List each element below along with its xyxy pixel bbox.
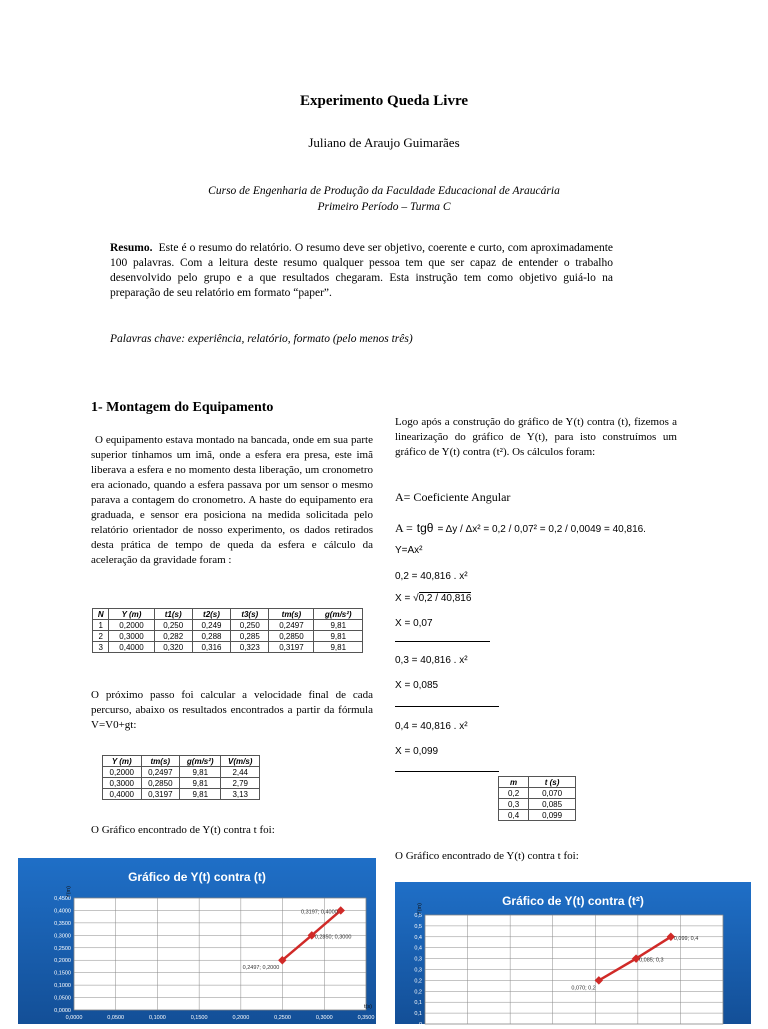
equation-a-tg: tgθ — [416, 521, 434, 535]
divider — [395, 706, 499, 707]
table1-header: Y (m) — [109, 609, 154, 620]
y-tick-label: 0,4 — [414, 934, 422, 941]
table2-header: Y (m) — [103, 756, 142, 767]
table2-cell: 0,2850 — [141, 778, 180, 789]
table3-row — [499, 799, 576, 810]
divider — [395, 641, 490, 642]
table2-header: g(m/s²) — [180, 756, 221, 767]
table1-cell: 0,3000 — [109, 631, 154, 642]
y-tick-label: 0,2 — [414, 978, 422, 985]
angular-coefficient-definition: A= Coeficiente Angular — [395, 490, 511, 504]
chart-y-vs-t-squared — [395, 882, 751, 1028]
y-tick-label: 0,0500 — [54, 995, 71, 1002]
x-tick-label: 0,3500 — [357, 1015, 375, 1021]
y-tick-label: 0,2 — [414, 989, 422, 996]
table1-cell: 0,288 — [192, 631, 230, 642]
table2-cell: 0,2497 — [141, 767, 180, 778]
table2-header: tm(s) — [141, 756, 180, 767]
table1-cell: 1 — [93, 620, 109, 631]
x-tick-label: 0,2500 — [274, 1015, 291, 1021]
table2-cell: 9,81 — [180, 789, 221, 800]
table2-cell: 3,13 — [221, 789, 260, 800]
chart-title: Gráfico de Y(t) contra (t) — [128, 870, 266, 884]
y-tick-label: 0,0000 — [54, 1008, 71, 1014]
table1-cell: 0,2850 — [269, 631, 314, 642]
table3-cell: 0,3 — [499, 799, 529, 810]
chart1-caption: O Gráfico encontrado de Y(t) contra t foi: — [91, 824, 275, 836]
data-label: 0,070; 0,2 — [571, 985, 596, 992]
table1-cell: 0,2000 — [109, 620, 154, 631]
section-heading: 1- Montagem do Equipamento — [91, 400, 274, 415]
table3-row — [499, 810, 576, 821]
velocity-table — [102, 755, 260, 800]
table3-cell: 0,070 — [529, 788, 576, 799]
y-tick-label: 0,1 — [414, 1011, 422, 1018]
table2-row — [103, 767, 260, 778]
right-paragraph: Logo após a construção do gráfico de Y(t) contra (t), fizemos a linearização do gráfico de Y(t), para isto construímos um gráfico de Y(t) contra (t²). Os cálculos foram: — [395, 416, 677, 458]
chart-y-vs-t-svg — [18, 858, 376, 1024]
paper-title: Experimento Queda Livre — [299, 93, 469, 109]
equation-a-rest: = Δy / Δx² = 0,2 / 0,07² = 0,2 / 0,0049 = 40,816. — [437, 524, 646, 535]
table3-cell: 0,4 — [499, 810, 529, 821]
table3-row — [499, 788, 576, 799]
table1-cell: 0,316 — [192, 642, 230, 653]
x-tick-label: 0,1000 — [149, 1015, 166, 1021]
table1-header: g(m/s²) — [314, 609, 363, 620]
y-tick-label: 0,1 — [414, 1000, 422, 1007]
x-tick-label: 0,1500 — [190, 1015, 208, 1021]
table1-cell: 0,282 — [154, 631, 192, 642]
equation-a-prefix: A = — [395, 521, 413, 535]
abstract-text: Este é o resumo do relatório. O resumo deve ser objetivo, coerente e curto, com aproximadamente 100 palavras. Com a leitura deste resumo qualquer pessoa tem que ser capaz de entender o trabalho desenvolvido pelo grupo e a que resultados chegaram. Esta instrução tem como objetivo guiá-lo na preparação de seu relatório em formato “paper”. — [110, 242, 613, 299]
y-tick-label: 0,4 — [414, 945, 422, 952]
y-tick-label: 0,5 — [414, 923, 422, 930]
table2-cell: 2,44 — [221, 767, 260, 778]
table2-row — [103, 778, 260, 789]
table1-cell: 2 — [93, 631, 109, 642]
equation-a — [395, 519, 646, 537]
table1-row — [93, 642, 363, 653]
y-tick-label: 0,2500 — [54, 945, 71, 952]
equation-4: 0,3 = 40,816 . x² — [395, 655, 468, 666]
table2-cell: 0,4000 — [103, 789, 142, 800]
section-paragraph-1: O equipamento estava montado na bancada, onde em sua parte superior tínhamos um imã, onde a esfera era presa, este imã liberava a esfera e no momento desta liberação, um cronometro era acionado, quando a esfera passava por um sensor o mesmo parava a contagem do cronometro. A haste do equipamento era graduada, e sensor era posiciona na medida solicitada pelo relatório orientador de nosso experimento, os dados retirados desta prática de tempo de queda da esfera e cálculo da aceleração da gravidade foram : — [91, 434, 373, 566]
chart-title: Gráfico de Y(t) contra (t²) — [502, 894, 644, 908]
y-tick-label: 0,5 — [414, 913, 422, 919]
x-tick-label: 0,3000 — [315, 1015, 333, 1021]
data-label: 0,2850; 0,3000 — [314, 934, 352, 941]
equation-model: Y=Ax² — [395, 545, 423, 556]
equation-1: 0,2 = 40,816 . x² — [395, 571, 468, 582]
table2-cell: 2,79 — [221, 778, 260, 789]
table1-row — [93, 631, 363, 642]
data-label: 0,085; 0,3 — [639, 957, 664, 964]
table1-row — [93, 620, 363, 631]
table1-header: tm(s) — [269, 609, 314, 620]
table1-cell: 0,250 — [154, 620, 192, 631]
y-tick-label: 0 — [418, 1022, 422, 1028]
y-tick-label: 0,3 — [414, 967, 422, 974]
table2-cell: 0,3197 — [141, 789, 180, 800]
author-name: Juliano de Araujo Guimarães — [308, 135, 460, 150]
table1-cell: 0,4000 — [109, 642, 154, 653]
y-axis-label: Y(m) — [417, 903, 423, 915]
table1-cell: 9,81 — [314, 631, 363, 642]
table1-header: t2(s) — [192, 609, 230, 620]
x-tick-label: 0,0500 — [107, 1015, 125, 1021]
table1-cell: 0,285 — [231, 631, 269, 642]
y-tick-label: 0,1500 — [54, 970, 71, 977]
equation-5: X = 0,085 — [395, 680, 439, 691]
table3-header: t (s) — [529, 777, 576, 788]
table2-cell: 9,81 — [180, 767, 221, 778]
table1-header: t3(s) — [231, 609, 269, 620]
table1-header: N — [93, 609, 109, 620]
affiliation-period: Primeiro Período – Turma C — [317, 201, 451, 213]
y-tick-label: 0,4000 — [54, 908, 71, 915]
data-label: 0,099; 0,4 — [673, 935, 699, 942]
equation-2-prefix: X = — [395, 593, 411, 604]
data-label: 0,3197; 0,4000 — [301, 909, 338, 916]
table2-cell: 9,81 — [180, 778, 221, 789]
affiliation-course: Curso de Engenharia de Produção da Faculdade Educacional de Araucária — [208, 185, 560, 197]
table1-cell: 0,2497 — [269, 620, 314, 631]
table1-cell: 3 — [93, 642, 109, 653]
divider — [395, 771, 499, 772]
table3-cell: 0,085 — [529, 799, 576, 810]
affiliation — [0, 183, 768, 215]
sqrt-symbol: √ — [413, 593, 419, 604]
abstract-label: Resumo. — [110, 242, 153, 254]
y-axis-label: Y(m) — [66, 886, 72, 898]
table3-header: m — [499, 777, 529, 788]
x-axis-label: t(s) — [364, 1004, 372, 1010]
keywords: Palavras chave: experiência, relatório, formato (pelo menos três) — [110, 333, 413, 345]
y-tick-label: 0,3000 — [54, 933, 71, 940]
table3-cell: 0,2 — [499, 788, 529, 799]
table2-cell: 0,3000 — [103, 778, 142, 789]
table2-header: V(m/s) — [221, 756, 260, 767]
x-tick-label: 0,2000 — [232, 1015, 250, 1021]
table2-cell: 0,2000 — [103, 767, 142, 778]
y-tick-label: 0,3500 — [54, 920, 71, 927]
y-tick-label: 0,2000 — [54, 958, 71, 965]
y-tick-label: 0,1000 — [54, 983, 71, 990]
equation-7: X = 0,099 — [395, 746, 439, 757]
x-tick-label: 0,0000 — [65, 1015, 83, 1021]
chart-y-vs-t-squared-svg — [395, 882, 751, 1028]
y-tick-label: 0,4500 — [54, 896, 71, 902]
y-tick-label: 0,3 — [414, 956, 422, 963]
equation-2-radicand: 0,2 / 40,816 — [418, 593, 472, 604]
table1-cell: 0,250 — [231, 620, 269, 631]
table1-header: t1(s) — [154, 609, 192, 620]
table2-row — [103, 789, 260, 800]
table3-cell: 0,099 — [529, 810, 576, 821]
table1-cell: 0,320 — [154, 642, 192, 653]
chart-y-vs-t — [18, 858, 376, 1024]
chart2-caption: O Gráfico encontrado de Y(t) contra t foi: — [395, 850, 579, 862]
measurements-table — [92, 608, 363, 653]
table1-cell: 9,81 — [314, 620, 363, 631]
data-label: 0,2497; 0,2000 — [242, 965, 280, 972]
table1-cell: 0,323 — [231, 642, 269, 653]
table1-cell: 0,3197 — [269, 642, 314, 653]
abstract — [110, 241, 613, 301]
section-paragraph-2: O próximo passo foi calcular a velocidade final de cada percurso, abaixo os resultados encontrados a partir da fórmula V=V0+gt: — [91, 689, 373, 731]
time-table — [498, 776, 576, 821]
table1-cell: 9,81 — [314, 642, 363, 653]
equation-6: 0,4 = 40,816 . x² — [395, 721, 468, 732]
equation-2 — [395, 593, 471, 604]
table1-cell: 0,249 — [192, 620, 230, 631]
equation-3: X = 0,07 — [395, 618, 433, 629]
